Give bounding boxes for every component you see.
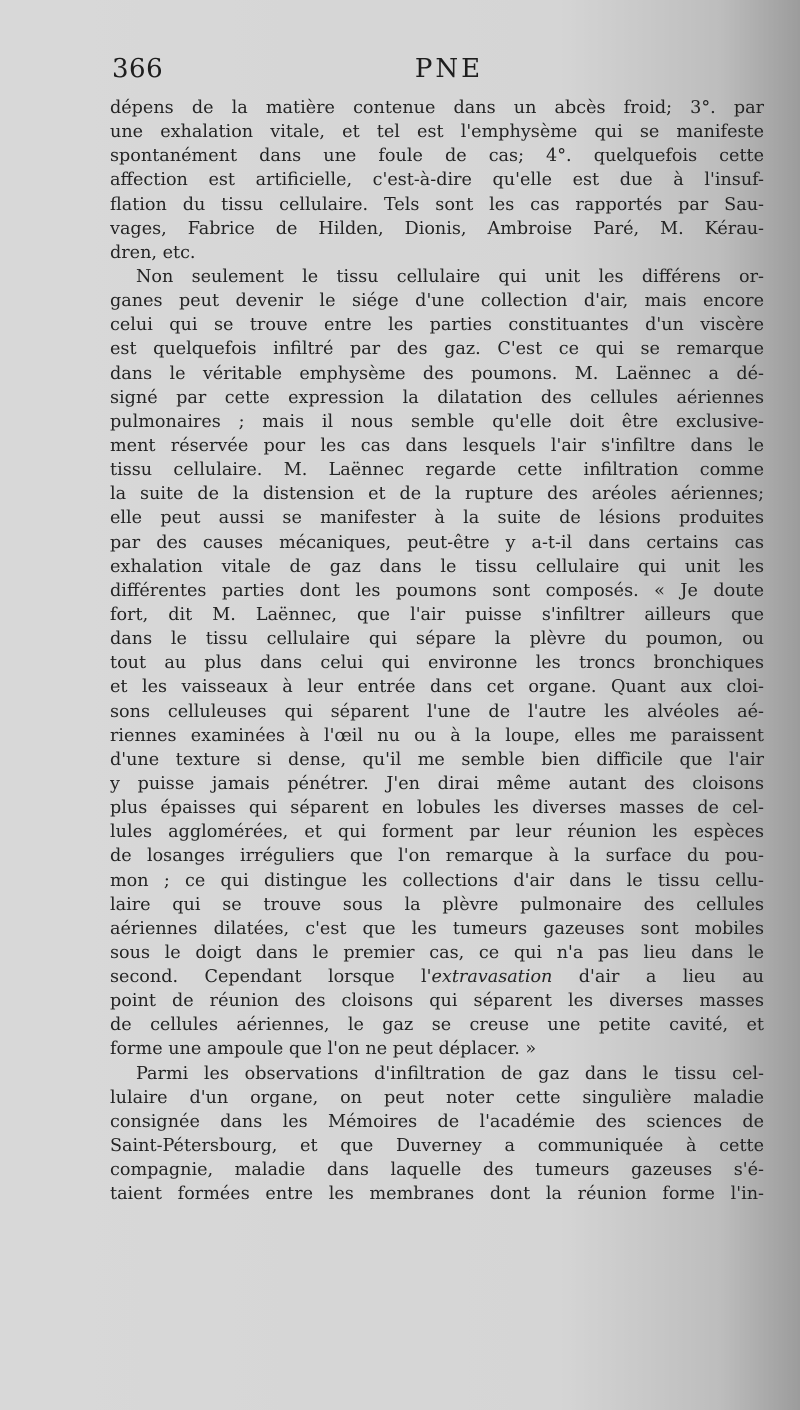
text-line: celui qui se trouve entre les parties constituantes d'un viscère [110, 315, 764, 336]
page-number: 366 [112, 54, 164, 84]
text-line: taient formées entre les membranes dont la réunion forme l'in- [110, 1184, 764, 1205]
text-line: dans le véritable emphysème des poumons. M. Laënnec a dé- [110, 363, 764, 384]
text-line: y puisse jamais pénétrer. J'en dirai même autant des cloisons [110, 773, 764, 794]
text-line: d'une texture si dense, qu'il me semble bien difficile que l'air [110, 749, 764, 770]
body-text [110, 96, 764, 1206]
text-line: lulaire d'un organe, on peut noter cette singulière maladie [110, 1087, 764, 1108]
text-line: dren, etc. [110, 242, 196, 263]
text-line: la suite de la distension et de la rupture des aréoles aériennes; [110, 484, 764, 505]
line-tail: d'air a lieu au [552, 967, 764, 988]
text-line: mon ; ce qui distingue les collections d'air dans le tissu cellu- [110, 870, 764, 891]
text-line: de cellules aériennes, le gaz se creuse une petite cavité, et [110, 1015, 764, 1036]
text-line: plus épaisses qui séparent en lobules les diverses masses de cel- [110, 798, 764, 819]
text-line: ganes peut devenir le siége d'une collection d'air, mais encore [110, 291, 764, 312]
text-line: signé par cette expression la dilatation des cellules aériennes [110, 387, 764, 408]
line-head: second. Cependant lorsque l' [110, 967, 432, 988]
text-line: de losanges irréguliers que l'on remarque à la surface du pou- [110, 846, 764, 867]
text-line: consignée dans les Mémoires de l'académie des sciences de [110, 1111, 764, 1132]
text-line: une exhalation vitale, et tel est l'emphysème qui se manifeste [110, 122, 764, 143]
text-line: spontanément dans une foule de cas; 4°. quelquefois cette [110, 146, 764, 167]
text-line: sous le doigt dans le premier cas, ce qui n'a pas lieu dans le [110, 942, 764, 963]
text-line: affection est artificielle, c'est-à-dire qu'elle est due à l'insuf- [110, 170, 764, 191]
text-line: Saint-Pétersbourg, et que Duverney a communiquée à cette [110, 1136, 764, 1157]
text-line: lules agglomérées, et qui forment par leur réunion les espèces [110, 822, 764, 843]
text-line: tissu cellulaire. M. Laënnec regarde cette infiltration comme [110, 460, 764, 481]
text-line: flation du tissu cellulaire. Tels sont les cas rapportés par Sau- [110, 194, 764, 215]
text-line: riennes examinées à l'œil nu ou à la loupe, elles me paraissent [110, 725, 764, 746]
text-line: aériennes dilatées, c'est que les tumeurs gazeuses sont mobiles [110, 918, 764, 939]
paragraph-start: Non seulement le tissu cellulaire qui unit les différens or- [136, 266, 764, 287]
text-line: est quelquefois infiltré par des gaz. C'est ce qui se remarque [110, 339, 764, 360]
text-line: ment réservée pour les cas dans lesquels l'air s'infiltre dans le [110, 435, 764, 456]
text-line: pulmonaires ; mais il nous semble qu'elle doit être exclusive- [110, 411, 764, 432]
italic-term: extravasation [431, 967, 553, 988]
text-line: différentes parties dont les poumons sont composés. « Je doute [110, 580, 764, 601]
text-line: forme une ampoule que l'on ne peut déplacer. » [110, 1039, 537, 1060]
text-line: par des causes mécaniques, peut-être y a-t-il dans certains cas [110, 532, 764, 553]
text-line: et les vaisseaux à leur entrée dans cet organe. Quant aux cloi- [110, 677, 764, 698]
text-line: elle peut aussi se manifester à la suite de lésions produites [110, 508, 764, 529]
text-line-with-italic [110, 965, 764, 989]
text-line: fort, dit M. Laënnec, que l'air puisse s'infiltrer ailleurs que [110, 604, 764, 625]
text-line: dépens de la matière contenue dans un abcès froid; 3°. par [110, 98, 764, 118]
text-line: dans le tissu cellulaire qui sépare la plèvre du poumon, ou [110, 629, 764, 650]
text-line: vages, Fabrice de Hilden, Dionis, Ambroise Paré, M. Kérau- [110, 218, 764, 239]
text-line: tout au plus dans celui qui environne les troncs bronchiques [110, 653, 764, 674]
running-head: PNE [414, 54, 484, 84]
paragraph-start: Parmi les observations d'infiltration de gaz dans le tissu cel- [136, 1063, 764, 1084]
text-line: exhalation vitale de gaz dans le tissu cellulaire qui unit les [110, 556, 764, 577]
text-line: point de réunion des cloisons qui séparent les diverses masses [110, 991, 764, 1012]
text-line: laire qui se trouve sous la plèvre pulmonaire des cellules [110, 894, 764, 915]
text-line: sons celluleuses qui séparent l'une de l'autre les alvéoles aé- [110, 701, 764, 722]
page-header [112, 54, 766, 94]
text-line: compagnie, maladie dans laquelle des tumeurs gazeuses s'é- [110, 1160, 764, 1181]
